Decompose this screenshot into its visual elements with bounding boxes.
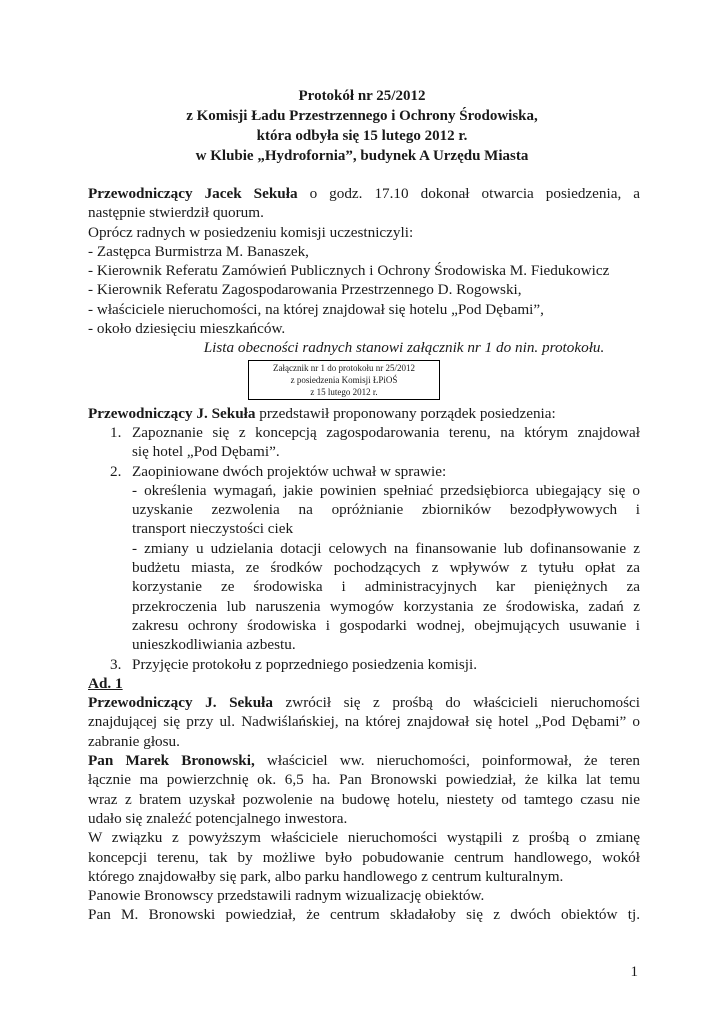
participant: - Kierownik Referatu Zagospodarowania Przestrzennego D. Rogowski, bbox=[88, 281, 522, 299]
stamp-line: z posiedzenia Komisji ŁPiOŚ bbox=[290, 374, 398, 385]
participant: - właściciele nieruchomości, na której znajdował się hotelu „Pod Dębami”, bbox=[88, 300, 544, 318]
participant: - około dziesięciu mieszkańców. bbox=[88, 320, 286, 338]
attachment-stamp bbox=[248, 360, 440, 400]
page-number: 1 bbox=[630, 964, 638, 980]
agenda-intro: Przewodniczący J. Sekuła przedstawił proponowany porządek posiedzenia: bbox=[88, 404, 556, 422]
opening-line: Przewodniczący Jacek Sekuła o godz. 17.10 dokonał otwarcia posiedzenia, a bbox=[88, 185, 640, 202]
header-location: w Klubie „Hydrofornia”, budynek A Urzędu Miasta bbox=[195, 148, 529, 164]
participant: - Zastępca Burmistrza M. Banaszek, bbox=[88, 242, 309, 260]
also-present: Oprócz radnych w posiedzeniu komisji uczestniczyli: bbox=[88, 223, 414, 241]
agenda-item: 3. Przyjęcie protokołu z poprzedniego posiedzenia komisji. bbox=[110, 655, 477, 673]
document-body: Przewodniczący Jacek Sekuła o godz. 17.10 dokonał otwarcia posiedzenia, a następnie stwierdził quorum. Oprócz radnych w posiedzeniu komisji uczestniczyli: - Zastępca Burmistrza M. Banaszek, - Kierownik Referatu Zamówień Publicznych i Ochrony Środowiska M. Fiedukowicz - Kierownik Referatu Zagospodarowania Przestrzennego D. Rogowski, - właściciele nieruchomości, na której znajdował się hotelu „Pod Dębami”, - około dziesięciu mieszkańców. Lista obecności radnych stanowi załącznik nr 1 do nin. protokołu. Załącznik nr 1 do protokołu nr 25/2012 z posiedzenia Komisji ŁPiOŚ z 15 lutego 2012 r. Przewodniczący J. Sekuła przedstawił proponowany porządek posiedzenia: 1. Zapoznanie się z koncepcją zagospodarowania terenu, na którym znajdował się hotel „Pod Dębami”. 2. Zaopiniowane dwóch projektów uchwał w sprawie: - określenia wymagań, jakie powinien spełniać przedsiębiorca ubiegający się o uzyskanie zezwolenia na opróżnianie zbiorników bezodpływowych i transport nieczystości ciek - zmiany u udzielania dotacji celowych na finansowanie lub dofinansowanie z budżetu miasta, ze środków pochodzących z wpływów z tytułu opłat za korzystanie ze środowiska i administracyjnych kar pieniężnych za przekroczenia lub naruszenia wymogów korzystania ze środowiska, zadań z zakresu ochrony środowiska i gospodarki wodnej, obejmujących usuwanie i unieszkodliwiania azbestu. 3. Przyjęcie protokołu z poprzedniego posiedzenia komisji. Ad. 1 Przewodniczący J. Sekuła zwrócił się z prośbą do właścicieli nieruchomości znajdującej się przy ul. Nadwiślańskiej, na której znajdował się hotel „Pod Dębami” o zabranie głosu. Pan Marek Bronowski, właściciel ww. nieruchomości, poinformował, że teren łącznie ma powierzchnię ok. 6,5 ha. Pan Bronowski powiedział, że kilka lat temu wraz z bratem uzyskał pozwolenie na budowę hotelu, niestety od tamtego czasu nie udało się znaleźć potencjalnego inwestora. W związku z powyższym właściciele nieruchomości wystąpili z prośbą o zmianę koncepcji terenu, tak by możliwe było pobudowanie centrum handlowego, wokół którego znajdowałby się park, albo parku handlowego z centrum kulturalnym. Panowie Bronowscy przedstawili radnym wizualizację obiektów. Pan M. Bronowski powiedział, że centrum składałoby się z dwóch obiektów tj. bbox=[88, 185, 640, 924]
document-header bbox=[0, 86, 724, 166]
attendance-note: Lista obecności radnych stanowi załącznik nr 1 do nin. protokołu. bbox=[203, 339, 605, 357]
agenda-item: 1. Zapoznanie się z koncepcją zagospodarowania terenu, na którym znajdował się hotel „Pod Dębami”. bbox=[110, 423, 640, 461]
ad1-paragraph: Przewodniczący J. Sekuła zwrócił się z prośbą do właścicieli nieruchomości bbox=[88, 694, 640, 712]
stamp-line: Załącznik nr 1 do protokołu nr 25/2012 bbox=[273, 362, 415, 373]
chair-name: Przewodniczący Jacek Sekuła bbox=[88, 185, 298, 202]
chair-name: Przewodniczący J. Sekuła bbox=[88, 404, 256, 422]
header-date: która odbyła się 15 lutego 2012 r. bbox=[256, 128, 468, 144]
speaker-paragraph: Pan Marek Bronowski, właściciel ww. nieruchomości, poinformował, że teren bbox=[88, 752, 640, 770]
participant: - Kierownik Referatu Zamówień Publicznych i Ochrony Środowiska M. Fiedukowicz bbox=[88, 262, 610, 280]
stamp-line: z 15 lutego 2012 r. bbox=[310, 386, 378, 397]
speaker-name: Pan Marek Bronowski, bbox=[88, 752, 255, 770]
header-committee: z Komisji Ładu Przestrzennego i Ochrony Środowiska, bbox=[186, 108, 538, 124]
agenda-list bbox=[88, 423, 640, 674]
section-heading-ad1: Ad. 1 bbox=[88, 674, 123, 692]
agenda-item: 2. Zaopiniowane dwóch projektów uchwał w sprawie: - określenia wymagań, jakie powinien spełniać przedsiębiorca ubiegający się o uzyskanie zezwolenia na opróżnianie zbiorników bezodpływowych i transport nieczystości ciek - zmiany u udzielania dotacji celowych na finansowanie lub dofinansowanie z budżetu miasta, ze środków pochodzących z wpływów z tytułu opłat za korzystanie ze środowiska i administracyjnych kar pieniężnych za przekroczenia lub naruszenia wymogów korzystania ze środowiska, zadań z zakresu ochrony środowiska i gospodarki wodnej, obejmujących usuwanie i unieszkodliwiania azbestu. bbox=[110, 462, 640, 654]
header-title: Protokół nr 25/2012 bbox=[298, 88, 426, 104]
opening-line-2: następnie stwierdził quorum. bbox=[88, 204, 264, 222]
